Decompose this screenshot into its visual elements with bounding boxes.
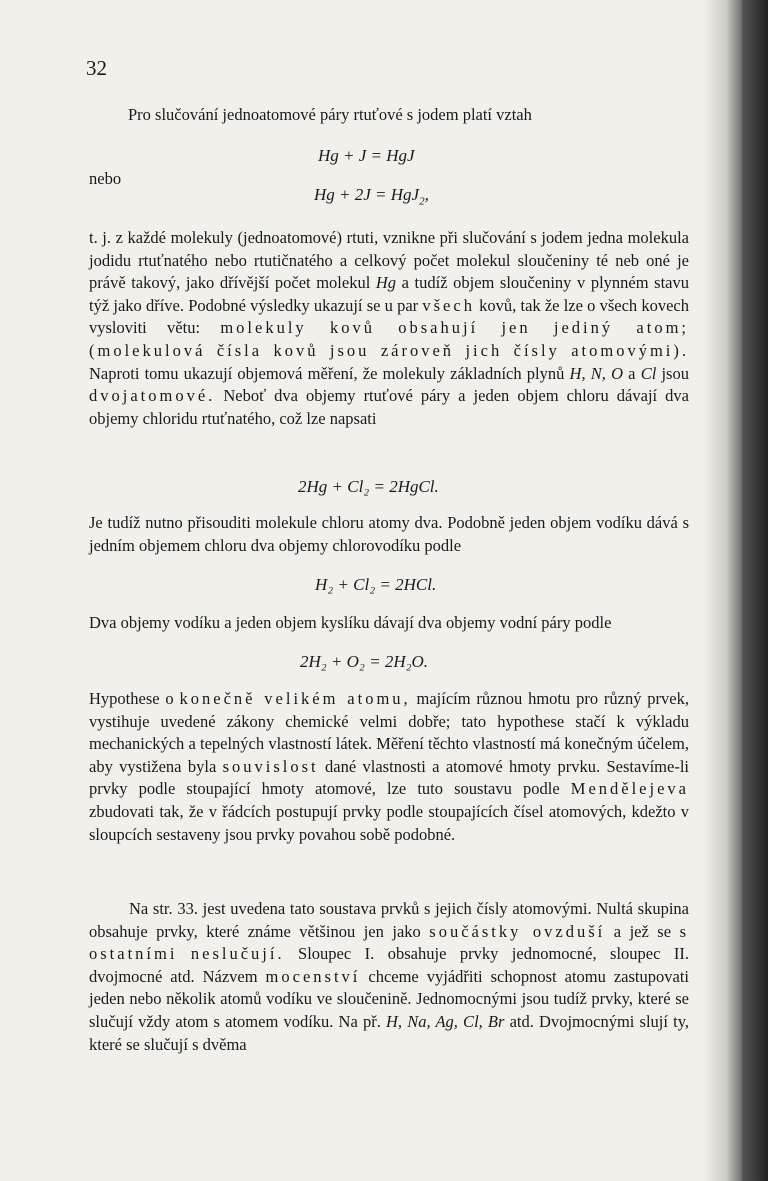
paragraph-periodic-table bbox=[89, 898, 689, 1056]
p1-cl: Cl bbox=[640, 363, 657, 383]
p1-text-d: Naproti tomu ukazují objemová měření, že molekuly základních plynů bbox=[89, 363, 570, 383]
p1-vsech: všech bbox=[422, 295, 475, 315]
book-binding bbox=[742, 0, 768, 1181]
p4-text-b: majícím různou hmotu pro různý prvek, vystihuje uvedené zákony chemické velmi dobře; tato hypothese stačí k výkladu mechanických a tepelných vlastností látek. Měření těchto vlastností má konečným účelem, aby vystižena byla bbox=[89, 689, 689, 776]
p4-text-c: dané vlastnosti a atomové hmoty prvku. Sestavíme-li prvky podle stoupající hmoty atomové, lze tuto soustavu podle bbox=[89, 756, 689, 799]
p1-text-a: t. j. z každé molekuly (jednoatomové) rtuti, vznikne při slučování s jodem jedna molekula jodidu rtuťnatého nebo rtutičnatého a celkový počet molekul sloučeniny té neb oné je právě takový, jako dřívější počet molekul bbox=[89, 228, 689, 293]
p1-elements: H, N, O bbox=[569, 363, 623, 383]
p1-text-f: Neboť dva objemy rtuťové páry a jeden objem chloru dávají dva objemy chloridu rtuťnatého, což lze napsati bbox=[89, 386, 689, 428]
p1-text-c: kovů, tak že lze o všech kovech vysloviti větu: bbox=[89, 295, 689, 338]
p5-examples: H, Na, Ag, Cl, Br bbox=[386, 1011, 505, 1031]
formula-hcl: H₂ + Cl₂ = 2HCl. bbox=[315, 575, 437, 594]
formula-water: 2H₂ + O₂ = 2H₂O. bbox=[300, 652, 429, 671]
formula-hg-2j-sub: 2 bbox=[419, 195, 425, 208]
paragraph-mercury bbox=[89, 227, 689, 430]
intro-line: Pro slučování jednoatomové páry rtuťové s jodem platí vztah bbox=[128, 105, 532, 124]
nebo-label: nebo bbox=[89, 169, 122, 188]
p1-hg: Hg bbox=[375, 273, 397, 293]
formula-mercury-chloride: 2Hg + Cl₂ = 2HgCl. bbox=[298, 477, 439, 496]
p5-ostatnimi: s ostatními bbox=[89, 921, 689, 964]
formula-hg-2j-main: Hg + 2J = HgJ bbox=[314, 185, 420, 204]
p4-text-a: Hypothese o bbox=[89, 689, 180, 708]
page-number: 32 bbox=[86, 56, 107, 80]
p4-mendelejev: Mendělejeva bbox=[570, 779, 689, 799]
paragraph-water: Dva objemy vodíku a jeden objem kyslíku dávají dva objemy vodní páry podle bbox=[89, 613, 612, 632]
p5-neslucuji: neslučují. bbox=[190, 944, 285, 964]
paragraph-chlorine: Je tudíž nutno přisouditi molekule chloru atomy dva. Podobně jeden objem vodíku dává s jedním objemem chloru dva objemy chlorovodíku podle bbox=[89, 513, 689, 555]
p5-text-e: chceme vyjádřiti schopnost atomu zastupovati jeden nebo několik atomů vodíku ve sloučenině. Jednomocnými jsou tudíž prvky, které se slučují vždy atom s atomem vodíku. Na př. bbox=[89, 966, 689, 1031]
p5-mocenstvi: mocenství bbox=[265, 966, 361, 986]
p5-text-b: a jež se bbox=[605, 921, 680, 941]
p1-and: a bbox=[623, 363, 641, 383]
formula-hg-2j-end: , bbox=[424, 185, 429, 204]
p5-text-c bbox=[177, 944, 190, 963]
p1-text-e: jsou bbox=[656, 363, 689, 383]
p5-text-f: atd. Dvojmocnými slují ty, které se slučují s dvěma bbox=[89, 1011, 690, 1054]
p4-konecne: konečně velikém atomu, bbox=[179, 689, 411, 708]
paragraph-hypothesis bbox=[89, 688, 689, 846]
p1-dvojatomove: dvojatomové. bbox=[89, 386, 216, 406]
page-edge-shadow bbox=[702, 0, 742, 1181]
p1-text-b: a tudíž objem sloučeniny v plynném stavu týž jako dříve. Podobné výsledky ukazují se u par bbox=[89, 273, 689, 315]
formula-hg-j: Hg + J = HgJ bbox=[318, 146, 415, 165]
p4-souvislost: souvislost bbox=[222, 756, 319, 776]
p4-text-d: zbudovati tak, že v řádcích postupují prvky podle stoupajících čísel atomových, kdežto v sloupcích sestaveny jsou prvky povahou sobě podobné. bbox=[89, 801, 689, 844]
p5-text-d: Sloupec I. obsahuje prvky jednomocné, sloupec II. dvojmocné atd. Názvem bbox=[89, 944, 689, 986]
formula-hg-2j bbox=[314, 185, 429, 207]
p5-text-a: Na str. 33. jest uvedena tato soustava prvků s jejich čísly atomovými. Nultá skupina obsahuje prvky, které známe většinou jen jako bbox=[89, 899, 689, 941]
p1-spaced-law: molekuly kovů obsahují jen jediný atom; (molekulová čísla kovů jsou zároveň jich čísly atomovými). bbox=[89, 318, 690, 360]
p5-soucastky: součástky ovzduší bbox=[429, 921, 606, 941]
